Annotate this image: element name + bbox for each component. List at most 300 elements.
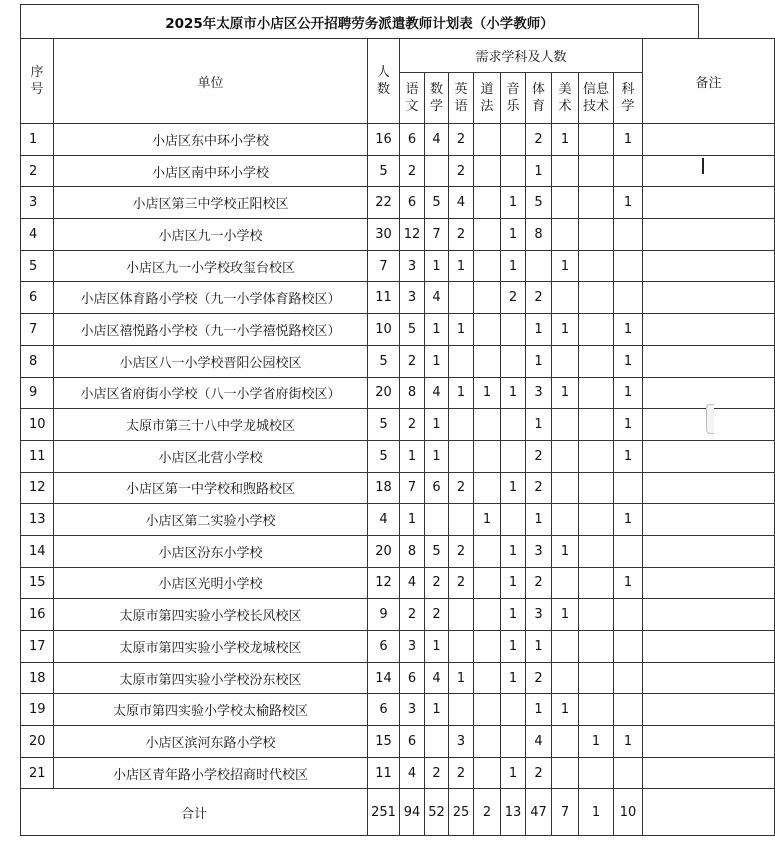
cell-remark: [643, 694, 775, 726]
cell-meishu: 1: [552, 377, 579, 409]
cell-seq: 1: [21, 124, 54, 156]
cell-remark: [643, 314, 775, 346]
header-seq: 序 号: [21, 39, 54, 124]
cell-tiyu: 1: [526, 155, 552, 187]
cell-meishu: [552, 440, 579, 472]
cell-count: 12: [368, 567, 400, 599]
cell-unit: 小店区体育路小学校（九一小学体育路校区）: [54, 282, 368, 314]
cell-count: 30: [368, 219, 400, 251]
cell-xinxi: [579, 662, 614, 694]
cell-count: 4: [368, 504, 400, 536]
table-row: [21, 662, 775, 694]
cell-seq: 7: [21, 314, 54, 346]
cell-yingyu: [449, 599, 474, 631]
cell-count: 11: [368, 757, 400, 789]
cell-kexue: 1: [614, 124, 643, 156]
cell-yingyu: 4: [449, 187, 474, 219]
cell-xinxi: [579, 472, 614, 504]
cell-yinyue: [501, 504, 526, 536]
table-row: [21, 345, 775, 377]
cell-unit: 太原市第四实验小学校龙城校区: [54, 631, 368, 663]
cell-kexue: [614, 662, 643, 694]
cell-daofa: [474, 535, 501, 567]
header-subject-shuxue: 数 学: [425, 73, 449, 124]
cell-count: 10: [368, 314, 400, 346]
cell-yuwen: 3: [400, 631, 425, 663]
table-row: [21, 567, 775, 599]
header-remark: 备注: [643, 39, 775, 124]
total-yinyue: 13: [501, 789, 526, 836]
cell-kexue: [614, 219, 643, 251]
cell-seq: 2: [21, 155, 54, 187]
cell-yuwen: 2: [400, 599, 425, 631]
cell-shuxue: 5: [425, 187, 449, 219]
cell-shuxue: 1: [425, 314, 449, 346]
cell-seq: 4: [21, 219, 54, 251]
cell-seq: 6: [21, 282, 54, 314]
cell-yuwen: 8: [400, 535, 425, 567]
table-row: [21, 472, 775, 504]
cell-count: 15: [368, 726, 400, 758]
cell-seq: 8: [21, 345, 54, 377]
cell-yingyu: 3: [449, 726, 474, 758]
cell-unit: 小店区东中环小学校: [54, 124, 368, 156]
cell-xinxi: [579, 504, 614, 536]
cell-yuwen: 2: [400, 345, 425, 377]
table-row: [21, 440, 775, 472]
cell-yuwen: 7: [400, 472, 425, 504]
cell-daofa: 1: [474, 377, 501, 409]
cell-meishu: [552, 409, 579, 441]
cell-kexue: 1: [614, 187, 643, 219]
cell-yingyu: 2: [449, 219, 474, 251]
cell-yuwen: 3: [400, 250, 425, 282]
cell-meishu: [552, 155, 579, 187]
cell-kexue: [614, 535, 643, 567]
header-demand: 需求学科及人数: [400, 39, 643, 73]
cell-unit: 小店区省府街小学校（八一小学省府街校区）: [54, 377, 368, 409]
cell-shuxue: 4: [425, 377, 449, 409]
cell-seq: 11: [21, 440, 54, 472]
cell-tiyu: 4: [526, 726, 552, 758]
cell-xinxi: [579, 219, 614, 251]
header-subject-tiyu: 体 育: [526, 73, 552, 124]
cell-meishu: [552, 345, 579, 377]
cell-shuxue: 5: [425, 535, 449, 567]
cell-tiyu: 1: [526, 345, 552, 377]
cell-xinxi: [579, 250, 614, 282]
cell-yingyu: 1: [449, 377, 474, 409]
table-row: [21, 219, 775, 251]
total-shuxue: 52: [425, 789, 449, 836]
cell-unit: 太原市第四实验小学校长风校区: [54, 599, 368, 631]
cell-meishu: [552, 219, 579, 251]
cell-xinxi: [579, 409, 614, 441]
cell-unit: 小店区九一小学校玫玺台校区: [54, 250, 368, 282]
table-row: [21, 314, 775, 346]
cell-shuxue: 7: [425, 219, 449, 251]
cell-yingyu: 1: [449, 314, 474, 346]
cell-daofa: [474, 250, 501, 282]
cell-seq: 19: [21, 694, 54, 726]
total-row: [21, 789, 775, 836]
cell-tiyu: 2: [526, 757, 552, 789]
cell-meishu: 1: [552, 314, 579, 346]
cell-yinyue: [501, 440, 526, 472]
cell-yinyue: [501, 345, 526, 377]
cell-yuwen: 1: [400, 440, 425, 472]
cell-remark: [643, 757, 775, 789]
cell-daofa: [474, 219, 501, 251]
cell-xinxi: [579, 377, 614, 409]
total-kexue: 10: [614, 789, 643, 836]
cell-daofa: [474, 599, 501, 631]
cell-yinyue: 1: [501, 535, 526, 567]
cell-tiyu: 1: [526, 631, 552, 663]
cell-seq: 16: [21, 599, 54, 631]
cell-daofa: [474, 631, 501, 663]
cell-daofa: [474, 345, 501, 377]
cell-daofa: [474, 757, 501, 789]
cell-tiyu: 2: [526, 662, 552, 694]
cell-unit: 太原市第四实验小学校太榆路校区: [54, 694, 368, 726]
cell-tiyu: 5: [526, 187, 552, 219]
cell-tiyu: 2: [526, 440, 552, 472]
header-subject-yingyu: 英 语: [449, 73, 474, 124]
cell-seq: 12: [21, 472, 54, 504]
cell-seq: 20: [21, 726, 54, 758]
cell-xinxi: [579, 155, 614, 187]
table-row: [21, 124, 775, 156]
cell-kexue: 1: [614, 567, 643, 599]
cell-unit: 太原市第三十八中学龙城校区: [54, 409, 368, 441]
cell-seq: 9: [21, 377, 54, 409]
cell-yinyue: [501, 694, 526, 726]
cell-shuxue: 1: [425, 631, 449, 663]
cell-daofa: [474, 282, 501, 314]
cell-yuwen: 12: [400, 219, 425, 251]
cell-kexue: [614, 631, 643, 663]
cell-yinyue: 1: [501, 250, 526, 282]
cell-unit: 小店区光明小学校: [54, 567, 368, 599]
cell-count: 20: [368, 377, 400, 409]
cell-count: 22: [368, 187, 400, 219]
cell-count: 14: [368, 662, 400, 694]
cell-count: 6: [368, 631, 400, 663]
header-subject-daofa: 道 法: [474, 73, 501, 124]
cell-yinyue: 1: [501, 631, 526, 663]
cell-tiyu: 1: [526, 694, 552, 726]
cell-yinyue: 2: [501, 282, 526, 314]
cell-count: 5: [368, 440, 400, 472]
cell-unit: 太原市第四实验小学校汾东校区: [54, 662, 368, 694]
cell-remark: [643, 726, 775, 758]
cell-yuwen: 1: [400, 504, 425, 536]
cell-kexue: 1: [614, 504, 643, 536]
cell-daofa: [474, 314, 501, 346]
cell-xinxi: [579, 599, 614, 631]
total-daofa: 2: [474, 789, 501, 836]
cell-meishu: [552, 567, 579, 599]
cell-yingyu: [449, 409, 474, 441]
cell-xinxi: [579, 187, 614, 219]
cell-yingyu: 2: [449, 757, 474, 789]
total-remark: [643, 789, 775, 836]
cell-unit: 小店区禧悦路小学校（九一小学禧悦路校区）: [54, 314, 368, 346]
cell-remark: [643, 219, 775, 251]
cell-yingyu: [449, 440, 474, 472]
cell-unit: 小店区第一中学校和煦路校区: [54, 472, 368, 504]
cell-count: 5: [368, 345, 400, 377]
total-xinxi: 1: [579, 789, 614, 836]
cell-yinyue: 1: [501, 567, 526, 599]
cell-remark: [643, 535, 775, 567]
cell-tiyu: 1: [526, 504, 552, 536]
header-count: 人 数: [368, 39, 400, 124]
cell-shuxue: 1: [425, 345, 449, 377]
total-yuwen: 94: [400, 789, 425, 836]
table-row: [21, 250, 775, 282]
cell-remark: [643, 472, 775, 504]
cell-meishu: 1: [552, 694, 579, 726]
cell-seq: 13: [21, 504, 54, 536]
cell-seq: 21: [21, 757, 54, 789]
cell-kexue: 1: [614, 726, 643, 758]
cell-daofa: [474, 155, 501, 187]
cell-unit: 小店区第三中学校正阳校区: [54, 187, 368, 219]
cell-yinyue: [501, 124, 526, 156]
cell-unit: 小店区九一小学校: [54, 219, 368, 251]
total-yingyu: 25: [449, 789, 474, 836]
header-subject-yinyue: 音 乐: [501, 73, 526, 124]
cell-remark: [643, 662, 775, 694]
cell-tiyu: 2: [526, 124, 552, 156]
cell-remark: [643, 155, 775, 187]
cell-count: 6: [368, 694, 400, 726]
cell-kexue: [614, 282, 643, 314]
cell-remark: [643, 631, 775, 663]
cell-shuxue: 2: [425, 757, 449, 789]
cell-xinxi: [579, 535, 614, 567]
cell-shuxue: [425, 155, 449, 187]
cell-kexue: 1: [614, 377, 643, 409]
cell-kexue: [614, 694, 643, 726]
cell-tiyu: 8: [526, 219, 552, 251]
cell-yuwen: 6: [400, 187, 425, 219]
cell-daofa: [474, 124, 501, 156]
cell-yingyu: 2: [449, 124, 474, 156]
cell-xinxi: [579, 694, 614, 726]
cell-remark: [643, 187, 775, 219]
table-row: [21, 155, 775, 187]
cell-meishu: [552, 662, 579, 694]
cell-xinxi: [579, 757, 614, 789]
cell-count: 5: [368, 409, 400, 441]
table-row: [21, 409, 775, 441]
cell-xinxi: [579, 282, 614, 314]
cell-kexue: 1: [614, 440, 643, 472]
cell-count: 11: [368, 282, 400, 314]
cell-seq: 17: [21, 631, 54, 663]
cell-yuwen: 2: [400, 155, 425, 187]
cell-daofa: [474, 472, 501, 504]
cell-shuxue: [425, 726, 449, 758]
cell-shuxue: 2: [425, 599, 449, 631]
cell-xinxi: [579, 567, 614, 599]
cell-meishu: [552, 726, 579, 758]
cell-yuwen: 2: [400, 409, 425, 441]
cell-seq: 10: [21, 409, 54, 441]
table-row: [21, 377, 775, 409]
cell-xinxi: [579, 124, 614, 156]
cell-meishu: [552, 631, 579, 663]
cell-daofa: [474, 440, 501, 472]
cell-kexue: [614, 250, 643, 282]
cell-yuwen: 3: [400, 694, 425, 726]
cell-yinyue: 1: [501, 599, 526, 631]
total-meishu: 7: [552, 789, 579, 836]
cell-meishu: [552, 187, 579, 219]
cell-count: 9: [368, 599, 400, 631]
cell-yingyu: [449, 282, 474, 314]
cell-tiyu: 3: [526, 599, 552, 631]
cell-yingyu: 1: [449, 250, 474, 282]
cell-meishu: 1: [552, 535, 579, 567]
cell-kexue: [614, 757, 643, 789]
cell-yingyu: [449, 631, 474, 663]
cell-yuwen: 3: [400, 282, 425, 314]
cell-shuxue: 6: [425, 472, 449, 504]
cell-yingyu: 2: [449, 155, 474, 187]
cell-xinxi: [579, 631, 614, 663]
cell-daofa: [474, 662, 501, 694]
cell-remark: [643, 567, 775, 599]
table-title: 2025年太原市小店区公开招聘劳务派遣教师计划表（小学教师）: [20, 4, 699, 38]
cell-kexue: [614, 155, 643, 187]
cell-kexue: [614, 599, 643, 631]
cell-seq: 18: [21, 662, 54, 694]
cell-yingyu: 1: [449, 662, 474, 694]
cell-shuxue: 4: [425, 124, 449, 156]
cell-yinyue: 1: [501, 472, 526, 504]
cell-yingyu: 2: [449, 535, 474, 567]
teacher-plan-table: [20, 38, 775, 836]
table-row: [21, 757, 775, 789]
table-row: [21, 599, 775, 631]
cell-count: 7: [368, 250, 400, 282]
cell-daofa: [474, 409, 501, 441]
cell-tiyu: 2: [526, 282, 552, 314]
cell-xinxi: 1: [579, 726, 614, 758]
cell-yuwen: 4: [400, 567, 425, 599]
cell-tiyu: [526, 250, 552, 282]
cell-tiyu: 1: [526, 314, 552, 346]
cell-shuxue: 1: [425, 409, 449, 441]
cell-yinyue: [501, 155, 526, 187]
cell-daofa: [474, 726, 501, 758]
cell-tiyu: 2: [526, 472, 552, 504]
total-count: 251: [368, 789, 400, 836]
cell-yingyu: [449, 345, 474, 377]
cell-unit: 小店区青年路小学校招商时代校区: [54, 757, 368, 789]
total-label: 合计: [21, 789, 368, 836]
table-row: [21, 504, 775, 536]
cell-remark: [643, 440, 775, 472]
cell-unit: 小店区北营小学校: [54, 440, 368, 472]
cell-yingyu: 2: [449, 567, 474, 599]
cell-remark: [643, 250, 775, 282]
cell-tiyu: 1: [526, 409, 552, 441]
cell-seq: 3: [21, 187, 54, 219]
cell-shuxue: 1: [425, 250, 449, 282]
cell-count: 16: [368, 124, 400, 156]
table-row: [21, 282, 775, 314]
cell-seq: 15: [21, 567, 54, 599]
cell-yinyue: 1: [501, 219, 526, 251]
cell-yuwen: 4: [400, 757, 425, 789]
cell-tiyu: 3: [526, 535, 552, 567]
cell-remark: [643, 345, 775, 377]
cell-yuwen: 5: [400, 314, 425, 346]
cell-meishu: [552, 757, 579, 789]
header-subject-meishu: 美 术: [552, 73, 579, 124]
cell-xinxi: [579, 345, 614, 377]
cell-yingyu: [449, 694, 474, 726]
table-row: [21, 187, 775, 219]
cell-yinyue: [501, 409, 526, 441]
cell-yinyue: 1: [501, 187, 526, 219]
cell-meishu: [552, 472, 579, 504]
cell-tiyu: 3: [526, 377, 552, 409]
cell-remark: [643, 504, 775, 536]
cell-kexue: 1: [614, 345, 643, 377]
cell-yuwen: 6: [400, 662, 425, 694]
side-panel-handle[interactable]: [706, 404, 714, 434]
cell-shuxue: 4: [425, 662, 449, 694]
cell-yingyu: 2: [449, 472, 474, 504]
cell-yuwen: 6: [400, 726, 425, 758]
cell-shuxue: 1: [425, 694, 449, 726]
cell-meishu: [552, 504, 579, 536]
cell-yinyue: 1: [501, 757, 526, 789]
cell-meishu: 1: [552, 250, 579, 282]
cell-yinyue: [501, 314, 526, 346]
cell-unit: 小店区滨河东路小学校: [54, 726, 368, 758]
cell-remark: [643, 124, 775, 156]
cell-xinxi: [579, 440, 614, 472]
cell-count: 18: [368, 472, 400, 504]
table-row: [21, 631, 775, 663]
header-unit: 单位: [54, 39, 368, 124]
cell-yinyue: 1: [501, 377, 526, 409]
table-row: [21, 535, 775, 567]
header-subject-kexue: 科 学: [614, 73, 643, 124]
cell-yuwen: 8: [400, 377, 425, 409]
header-subject-yuwen: 语 文: [400, 73, 425, 124]
header-subject-xinxi: 信息 技术: [579, 73, 614, 124]
cell-unit: 小店区南中环小学校: [54, 155, 368, 187]
cell-yingyu: [449, 504, 474, 536]
cell-meishu: 1: [552, 124, 579, 156]
cell-daofa: [474, 567, 501, 599]
cell-daofa: [474, 187, 501, 219]
cell-unit: 小店区汾东小学校: [54, 535, 368, 567]
cell-count: 5: [368, 155, 400, 187]
table-row: [21, 726, 775, 758]
cell-shuxue: 1: [425, 440, 449, 472]
cell-meishu: 1: [552, 599, 579, 631]
cell-meishu: [552, 282, 579, 314]
